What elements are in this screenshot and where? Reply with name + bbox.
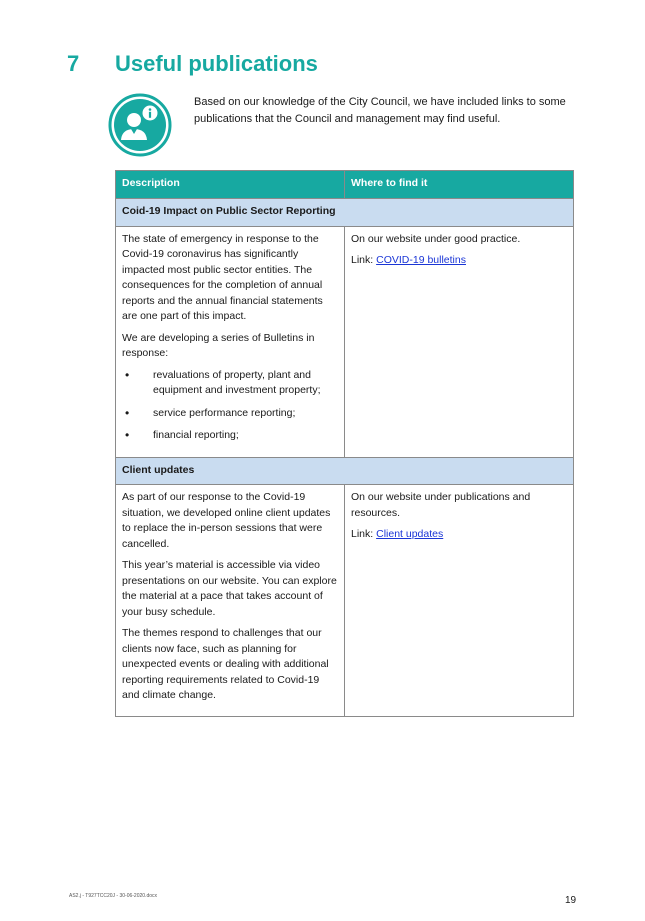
section-heading [67, 51, 318, 77]
where-text: On our website under good practice. [351, 232, 521, 245]
bulletin-list [122, 368, 338, 444]
where-text: On our website under publications and resources. [351, 491, 531, 519]
link-line [351, 253, 567, 269]
list-item: • service performance reporting; [122, 406, 338, 422]
paragraph: The state of emergency in response to the Covid-19 coronavirus has significantly impacted most public sector entities. The consequences for the completion of annual reports and the annual financial statements are one part of this impact. [122, 232, 323, 322]
section-title: Client updates [116, 457, 574, 485]
section-row-covid [116, 199, 574, 227]
where-cell [345, 226, 574, 457]
paragraph: As part of our response to the Covid-19 situation, we developed online client updates to replace the in-person sessions that were cancelled. [122, 491, 331, 550]
page-number: 19 [565, 895, 577, 906]
intro-text: Based on our knowledge of the City Council, we have included links to some publications that the Council and management may find useful. [194, 96, 566, 125]
list-item: • financial reporting; [122, 428, 338, 444]
description-cell [116, 485, 345, 717]
list-item: • revaluations of property, plant and equipment and investment property; [122, 368, 338, 399]
publications-table [115, 170, 574, 717]
section-row-client-updates [116, 457, 574, 485]
covid-bulletins-link[interactable]: COVID-19 bulletins [376, 254, 466, 266]
link-line [351, 527, 567, 543]
section-number: 7 [67, 51, 80, 76]
link-prefix: Link: [351, 254, 377, 266]
section-title: Coid-19 Impact on Public Sector Reporting [116, 199, 574, 227]
where-cell [345, 485, 574, 717]
table-row [116, 485, 574, 717]
client-updates-link[interactable]: Client updates [376, 528, 444, 540]
link-prefix: Link: [351, 528, 377, 540]
header-where: Where to find it [345, 171, 574, 199]
document-reference: AS2.j - T927TCC20J - 30-06-2020.docx [69, 893, 158, 899]
paragraph: This year’s material is accessible via video presentations on our website. You can explore the material at a pace that takes account of your busy schedule. [122, 559, 337, 618]
paragraph: The themes respond to challenges that our clients now face, such as planning for unexpected events or dealing with additional reporting requirements related to Covid-19 and climate change. [122, 627, 329, 701]
paragraph: We are developing a series of Bulletins in response: [122, 331, 315, 359]
person-info-icon [108, 93, 172, 157]
table-header-row [116, 171, 574, 199]
header-description: Description [116, 171, 345, 199]
page-title: Useful publications [115, 51, 318, 76]
table-row [116, 226, 574, 457]
description-cell [116, 226, 345, 457]
